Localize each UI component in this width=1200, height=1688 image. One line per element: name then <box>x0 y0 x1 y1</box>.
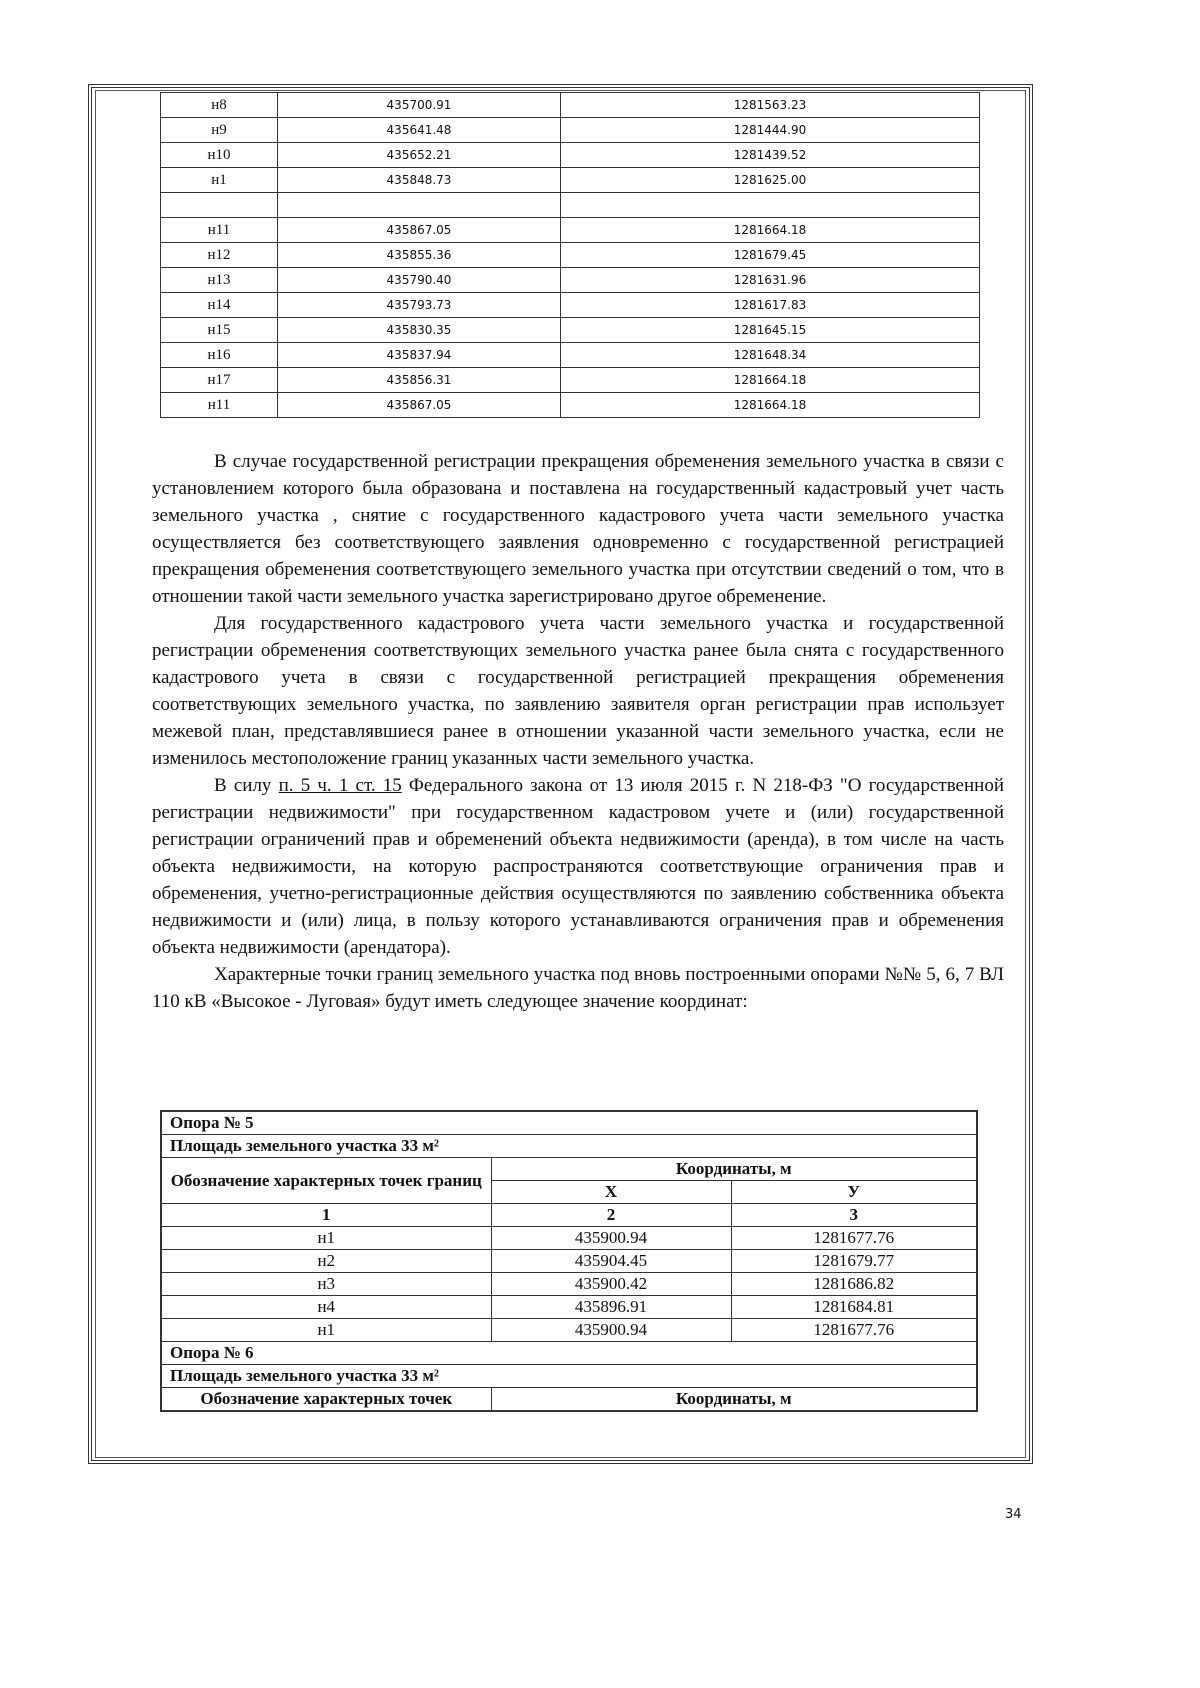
coord-x: 435867.05 <box>278 393 561 418</box>
coord-x <box>278 193 561 218</box>
coord-x: 435855.36 <box>278 243 561 268</box>
coord-x: 435790.40 <box>278 268 561 293</box>
coord-y <box>561 193 980 218</box>
coord-x: 435793.73 <box>278 293 561 318</box>
paragraph: Для государственного кадастрового учета части земельного участка и государственной регистрации обременения соответствующих земельного участка ранее была снята с государственного кадастрового учета в связи с государственной регистрацией прекращения обременения соответствующих земельного участка, по заявлению заявителя орган регистрации прав использует межевой план, представлявшиеся ранее в отношении указанной части земельного участка, если не изменилось местоположение границ указанных части земельного участка. <box>152 613 1004 769</box>
coord-y: 1281679.77 <box>731 1250 977 1273</box>
table-row <box>161 168 980 193</box>
coord-y: 1281617.83 <box>561 293 980 318</box>
coord-y: 1281439.52 <box>561 143 980 168</box>
coord-x: 435900.94 <box>491 1227 731 1250</box>
point-name: н9 <box>161 118 278 143</box>
header-coords: Координаты, м <box>491 1158 977 1181</box>
header-x: Х <box>491 1181 731 1204</box>
coord-x: 435904.45 <box>491 1250 731 1273</box>
support-title: Опора № 5 <box>161 1111 977 1135</box>
point-name: н17 <box>161 368 278 393</box>
table-row <box>161 1319 977 1342</box>
table-row <box>161 293 980 318</box>
coord-y: 1281686.82 <box>731 1273 977 1296</box>
law-reference-link[interactable]: п. 5 ч. 1 ст. 15 <box>278 775 402 796</box>
header-points: Обозначение характерных точек границ <box>161 1158 491 1204</box>
point-name: н11 <box>161 218 278 243</box>
table-row <box>161 1227 977 1250</box>
point-name: н12 <box>161 243 278 268</box>
table-row <box>161 1250 977 1273</box>
area-label: Площадь земельного участка 33 м² <box>161 1365 977 1388</box>
table-row <box>161 343 980 368</box>
coord-y: 1281684.81 <box>731 1296 977 1319</box>
coord-x: 435830.35 <box>278 318 561 343</box>
body-text <box>152 448 1004 1015</box>
support-title: Опора № 6 <box>161 1342 977 1365</box>
table-row <box>161 93 980 118</box>
coord-x: 435700.91 <box>278 93 561 118</box>
coord-x: 435848.73 <box>278 168 561 193</box>
coord-y: 1281625.00 <box>561 168 980 193</box>
point-name: н10 <box>161 143 278 168</box>
col-number: 2 <box>491 1204 731 1227</box>
header-points: Обозначение характерных точек <box>161 1388 491 1412</box>
point-name: н3 <box>161 1273 491 1296</box>
point-name: н11 <box>161 393 278 418</box>
point-name: н1 <box>161 1319 491 1342</box>
coord-y: 1281679.45 <box>561 243 980 268</box>
table-row <box>161 268 980 293</box>
point-name: н8 <box>161 93 278 118</box>
table-row <box>161 318 980 343</box>
page-number: 34 <box>1005 1507 1022 1522</box>
point-name: н1 <box>161 1227 491 1250</box>
table-row <box>161 243 980 268</box>
area-label: Площадь земельного участка 33 м² <box>161 1135 977 1158</box>
point-name: н15 <box>161 318 278 343</box>
coord-x: 435867.05 <box>278 218 561 243</box>
table-row <box>161 218 980 243</box>
coord-x: 435900.94 <box>491 1319 731 1342</box>
table-row <box>161 193 980 218</box>
paragraph: Характерные точки границ земельного участка под вновь построенными опорами №№ 5, 6, 7 ВЛ 110 кВ «Высокое - Луговая» будут иметь следующее значение координат: <box>152 964 1004 1012</box>
support-coordinates-table <box>160 1110 978 1412</box>
paragraph-text: Федерального закона от 13 июля 2015 г. N 218-ФЗ "О государственной регистрации недвижимости" при государственном кадастровом учете и (или) государственной регистрации ограничений прав и обременений объекта недвижимости (аренда), в том числе на часть объекта недвижимости, на которую распространяются соответствующие ограничения прав и обременения, учетно-регистрационные действия осуществляются по заявлению собственника объекта недвижимости и (или) лица, в пользу которого устанавливаются ограничения прав и обременения объекта недвижимости (арендатора). <box>152 775 1004 958</box>
coord-y: 1281563.23 <box>561 93 980 118</box>
coord-y: 1281664.18 <box>561 368 980 393</box>
table-row <box>161 393 980 418</box>
coord-y: 1281444.90 <box>561 118 980 143</box>
point-name: н13 <box>161 268 278 293</box>
point-name: н14 <box>161 293 278 318</box>
coord-x: 435652.21 <box>278 143 561 168</box>
coord-x: 435856.31 <box>278 368 561 393</box>
coord-y: 1281664.18 <box>561 218 980 243</box>
point-name: н2 <box>161 1250 491 1273</box>
coordinates-table <box>160 92 980 418</box>
coord-x: 435641.48 <box>278 118 561 143</box>
coord-y: 1281677.76 <box>731 1319 977 1342</box>
coord-x: 435896.91 <box>491 1296 731 1319</box>
coord-y: 1281631.96 <box>561 268 980 293</box>
table-row <box>161 1273 977 1296</box>
table-row <box>161 143 980 168</box>
table-row <box>161 368 980 393</box>
coord-y: 1281645.15 <box>561 318 980 343</box>
paragraph-text: В силу <box>214 775 279 796</box>
point-name: н4 <box>161 1296 491 1319</box>
point-name <box>161 193 278 218</box>
col-number: 1 <box>161 1204 491 1227</box>
coord-y: 1281677.76 <box>731 1227 977 1250</box>
paragraph: В случае государственной регистрации прекращения обременения земельного участка в связи с установлением которого была образована и поставлена на государственный кадастровый учет часть земельного участка , снятие с государственного кадастрового учета части земельного участка осуществляется без соответствующего заявления одновременно с государственной регистрацией прекращения обременения соответствующего земельного участка при отсутствии сведений о том, что в отношении такой части земельного участка зарегистрировано другое обременение. <box>152 451 1004 607</box>
paragraph <box>152 772 1004 961</box>
table-row <box>161 1296 977 1319</box>
point-name: н16 <box>161 343 278 368</box>
coord-y: 1281648.34 <box>561 343 980 368</box>
coord-y: 1281664.18 <box>561 393 980 418</box>
header-y: У <box>731 1181 977 1204</box>
point-name: н1 <box>161 168 278 193</box>
col-number: 3 <box>731 1204 977 1227</box>
coord-x: 435900.42 <box>491 1273 731 1296</box>
header-coords: Координаты, м <box>491 1388 977 1412</box>
coord-x: 435837.94 <box>278 343 561 368</box>
table-row <box>161 118 980 143</box>
